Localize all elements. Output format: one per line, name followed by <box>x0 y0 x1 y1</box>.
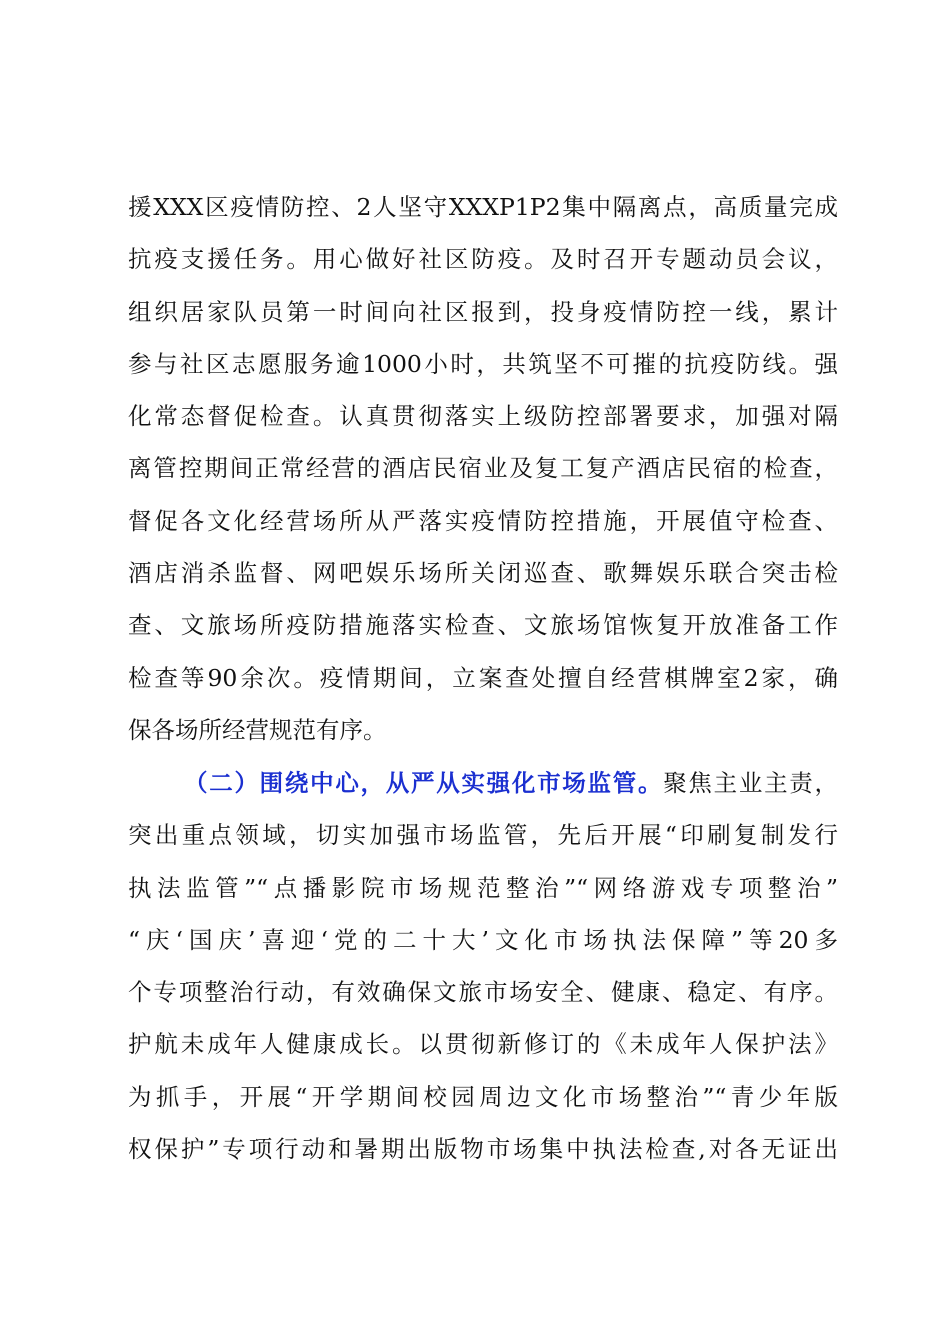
text-line: 检查等90余次。疫情期间，立案查处擅自经营棋牌室2家，确 <box>128 663 838 692</box>
text-line: 查、文旅场所疫防措施落实检查、文旅场馆恢复开放准备工作 <box>128 611 838 640</box>
text-line: 个专项整治行动，有效确保文旅市场安全、健康、稳定、有序。 <box>128 978 838 1007</box>
paragraph-2 <box>128 757 838 1175</box>
text-line: 援XXX区疫情防控、2人坚守XXXP1P2集中隔离点，高质量完成 <box>128 193 838 221</box>
text-line: 突出重点领域，切实加强市场监管，先后开展“印刷复制发行 <box>128 821 838 850</box>
text-line: 酒店消杀监督、网吧娱乐场所关闭巡查、歌舞娱乐联合突击检 <box>128 559 838 588</box>
paragraph-heading-line <box>128 757 838 809</box>
text-line: 抗疫支援任务。用心做好社区防疫。及时召开专题动员会议， <box>128 245 838 274</box>
text-line: “庆‘国庆’喜迎‘党的二十大’文化市场执法保障”等20多 <box>128 925 838 954</box>
text-line: 化常态督促检查。认真贯彻落实上级防控部署要求，加强对隔 <box>128 402 838 431</box>
text-line: 为抓手，开展“开学期间校园周边文化市场整治”“青少年版 <box>128 1082 838 1111</box>
text-line: 权保护”专项行动和暑期出版物市场集中执法检查,对各无证出 <box>128 1135 838 1164</box>
text-line: 组织居家队员第一时间向社区报到，投身疫情防控一线，累计 <box>128 297 838 326</box>
section-heading: （二）围绕中心，从严从实强化市场监管。 <box>184 769 664 797</box>
text-line: 督促各文化经营场所从严落实疫情防控措施，开展值守检查、 <box>128 506 838 535</box>
text-line: 保各场所经营规范有序。 <box>128 715 387 744</box>
text-line: 执法监管”“点播影院市场规范整治”“网络游戏专项整治” <box>128 873 838 902</box>
text-line: 参与社区志愿服务逾1000小时，共筑坚不可摧的抗疫防线。强 <box>128 349 838 378</box>
text-line: 护航未成年人健康成长。以贯彻新修订的《未成年人保护法》 <box>128 1030 838 1059</box>
heading-line-rest: 聚焦主业主责， <box>663 769 839 797</box>
text-line: 离管控期间正常经营的酒店民宿业及复工复产酒店民宿的检查， <box>128 454 838 483</box>
paragraph-1 <box>128 181 838 756</box>
